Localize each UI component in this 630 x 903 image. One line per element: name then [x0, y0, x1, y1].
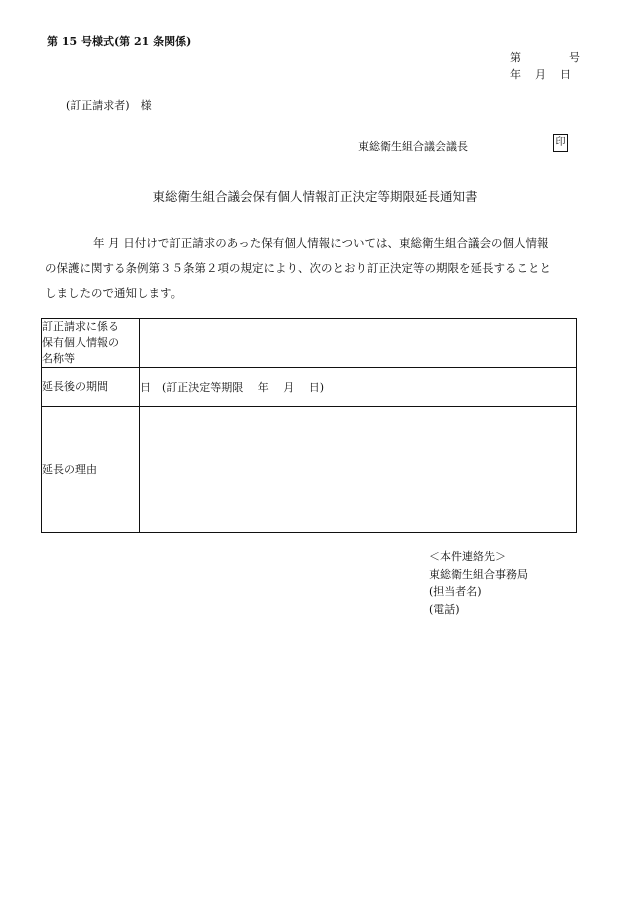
contact-phone: (電話) — [429, 602, 460, 616]
body-line-2: の保護に関する条例第３５条第２項の規定により、次のとおり訂正決定等の期限を延長することと — [45, 261, 551, 275]
number-prefix: 第 — [510, 51, 521, 64]
extension-period-field[interactable]: 日 (訂正決定等期限 年 月 日) — [140, 368, 577, 407]
contact-block — [429, 548, 528, 618]
row-label-extension-period: 延長後の期間 — [42, 368, 140, 407]
contact-heading: ＜本件連絡先＞ — [429, 550, 506, 563]
row-label-extension-reason: 延長の理由 — [42, 407, 140, 533]
document-number-line — [510, 49, 580, 65]
date-month: 月 — [535, 68, 546, 81]
addressee: (訂正請求者) 様 — [66, 99, 152, 112]
table-row — [42, 407, 577, 533]
information-name-field[interactable] — [140, 319, 577, 368]
number-suffix: 号 — [569, 51, 580, 64]
seal-box: 印 — [553, 134, 568, 152]
row-label-information-name: 訂正請求に係る 保有個人情報の 名称等 — [42, 319, 140, 368]
contact-person: (担当者名) — [429, 585, 482, 598]
contact-office: 東総衛生組合事務局 — [429, 567, 528, 581]
table-row — [42, 319, 577, 368]
form-number: 第 15 号様式(第 21 条関係) — [47, 35, 192, 48]
date-year: 年 — [510, 68, 521, 81]
date-day: 日 — [560, 68, 571, 81]
issue-date-line — [510, 66, 571, 82]
table-row — [42, 368, 577, 407]
notice-body — [45, 231, 585, 306]
extension-details-table — [41, 318, 577, 533]
body-line-1: 年 月 日付けで訂正請求のあった保有個人情報については、東総衛生組合議会の個人情報 — [93, 236, 549, 250]
document-title: 東総衛生組合議会保有個人情報訂正決定等期限延長通知書 — [152, 189, 478, 204]
body-line-3: しましたので通知します。 — [45, 286, 183, 300]
sender-name: 東総衛生組合議会議長 — [358, 140, 468, 153]
extension-reason-field[interactable] — [140, 407, 577, 533]
